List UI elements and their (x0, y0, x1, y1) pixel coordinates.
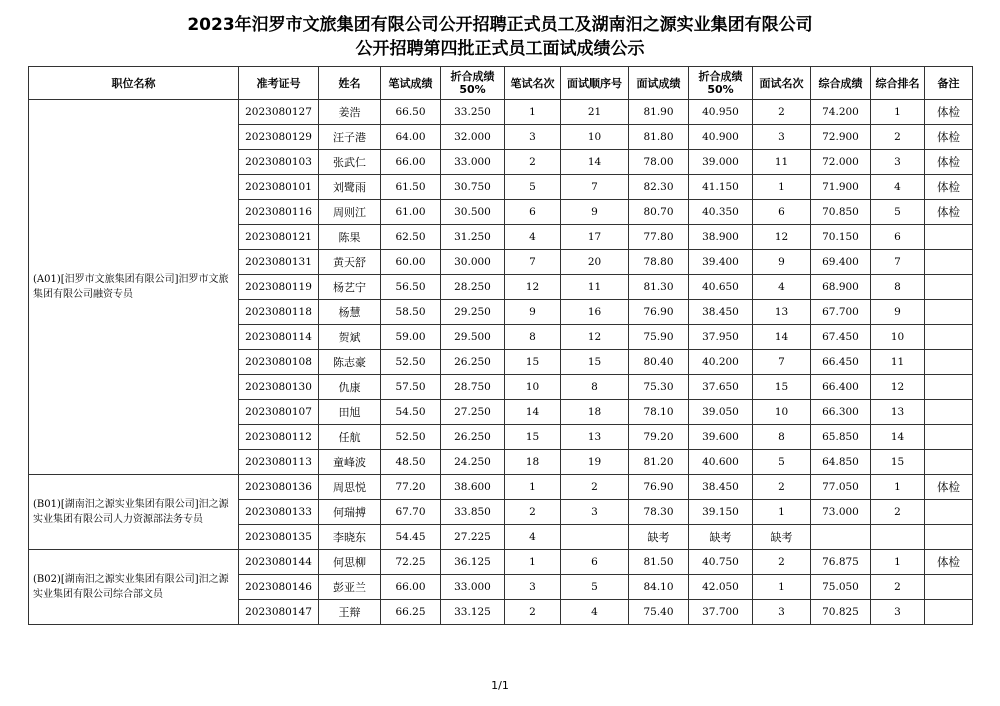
header-remark: 备注 (925, 67, 973, 100)
written-converted-cell: 33.250 (441, 100, 505, 125)
written-score-cell: 52.50 (381, 350, 441, 375)
written-rank-cell: 12 (505, 275, 561, 300)
total-rank-cell: 5 (871, 200, 925, 225)
interview-rank-cell: 8 (753, 425, 811, 450)
header-position: 职位名称 (29, 67, 239, 100)
interview-order-cell: 13 (561, 425, 629, 450)
total-score-cell: 68.900 (811, 275, 871, 300)
interview-score-cell: 81.90 (629, 100, 689, 125)
interview-order-cell: 3 (561, 500, 629, 525)
interview-score-cell: 78.30 (629, 500, 689, 525)
remark-cell (925, 450, 973, 475)
interview-rank-cell: 3 (753, 125, 811, 150)
total-score-cell: 74.200 (811, 100, 871, 125)
total-rank-cell: 1 (871, 100, 925, 125)
total-score-cell: 66.300 (811, 400, 871, 425)
interview-converted-cell: 38.900 (689, 225, 753, 250)
written-converted-cell: 38.600 (441, 475, 505, 500)
header-written-rank: 笔试名次 (505, 67, 561, 100)
remark-cell (925, 350, 973, 375)
total-rank-cell: 12 (871, 375, 925, 400)
written-score-cell: 54.45 (381, 525, 441, 550)
name-cell: 汪子港 (319, 125, 381, 150)
interview-converted-cell: 40.350 (689, 200, 753, 225)
written-rank-cell: 4 (505, 525, 561, 550)
interview-score-cell: 缺考 (629, 525, 689, 550)
interview-score-cell: 78.10 (629, 400, 689, 425)
written-score-cell: 66.00 (381, 150, 441, 175)
name-cell: 李晓东 (319, 525, 381, 550)
position-name-cell: (B01)[湖南汨之源实业集团有限公司]汨之源实业集团有限公司人力资源部法务专员 (29, 475, 239, 550)
name-cell: 贺斌 (319, 325, 381, 350)
written-score-cell: 77.20 (381, 475, 441, 500)
name-cell: 王辩 (319, 600, 381, 625)
header-written-score: 笔试成绩 (381, 67, 441, 100)
total-rank-cell: 4 (871, 175, 925, 200)
total-rank-cell: 6 (871, 225, 925, 250)
name-cell: 张武仁 (319, 150, 381, 175)
interview-rank-cell: 13 (753, 300, 811, 325)
remark-cell (925, 525, 973, 550)
written-rank-cell: 15 (505, 350, 561, 375)
written-score-cell: 66.25 (381, 600, 441, 625)
written-converted-cell: 30.500 (441, 200, 505, 225)
table-row (29, 550, 973, 575)
written-rank-cell: 1 (505, 550, 561, 575)
total-score-cell: 65.850 (811, 425, 871, 450)
interview-rank-cell: 2 (753, 475, 811, 500)
remark-cell: 体检 (925, 475, 973, 500)
header-name: 姓名 (319, 67, 381, 100)
ticket-no-cell: 2023080147 (239, 600, 319, 625)
written-rank-cell: 18 (505, 450, 561, 475)
remark-cell: 体检 (925, 550, 973, 575)
name-cell: 童峰波 (319, 450, 381, 475)
remark-cell: 体检 (925, 125, 973, 150)
interview-order-cell: 15 (561, 350, 629, 375)
interview-rank-cell: 15 (753, 375, 811, 400)
name-cell: 陈果 (319, 225, 381, 250)
name-cell: 彭亚兰 (319, 575, 381, 600)
header-total-rank: 综合排名 (871, 67, 925, 100)
total-rank-cell (871, 525, 925, 550)
written-score-cell: 52.50 (381, 425, 441, 450)
interview-rank-cell: 3 (753, 600, 811, 625)
written-converted-cell: 26.250 (441, 425, 505, 450)
total-rank-cell: 7 (871, 250, 925, 275)
written-score-cell: 59.00 (381, 325, 441, 350)
interview-rank-cell: 10 (753, 400, 811, 425)
interview-rank-cell: 1 (753, 175, 811, 200)
interview-converted-cell: 40.750 (689, 550, 753, 575)
total-score-cell (811, 525, 871, 550)
interview-rank-cell: 14 (753, 325, 811, 350)
interview-order-cell: 4 (561, 600, 629, 625)
interview-order-cell: 6 (561, 550, 629, 575)
total-score-cell: 70.825 (811, 600, 871, 625)
interview-converted-cell: 40.900 (689, 125, 753, 150)
position-name-cell: (A01)[汨罗市文旅集团有限公司]汨罗市文旅集团有限公司融资专员 (29, 100, 239, 475)
written-score-cell: 61.50 (381, 175, 441, 200)
interview-converted-cell: 37.950 (689, 325, 753, 350)
remark-cell (925, 575, 973, 600)
remark-cell: 体检 (925, 100, 973, 125)
written-converted-cell: 33.000 (441, 150, 505, 175)
header-interview-converted: 折合成绩 50% (689, 67, 753, 100)
remark-cell (925, 275, 973, 300)
interview-converted-cell: 38.450 (689, 475, 753, 500)
interview-converted-cell: 40.600 (689, 450, 753, 475)
interview-order-cell: 7 (561, 175, 629, 200)
interview-converted-cell: 38.450 (689, 300, 753, 325)
ticket-no-cell: 2023080121 (239, 225, 319, 250)
total-score-cell: 67.450 (811, 325, 871, 350)
ticket-no-cell: 2023080146 (239, 575, 319, 600)
position-name-cell: (B02)[湖南汨之源实业集团有限公司]汨之源实业集团有限公司综合部文员 (29, 550, 239, 625)
remark-cell: 体检 (925, 150, 973, 175)
interview-converted-cell: 39.000 (689, 150, 753, 175)
written-converted-cell: 30.000 (441, 250, 505, 275)
interview-score-cell: 80.40 (629, 350, 689, 375)
written-converted-cell: 28.750 (441, 375, 505, 400)
total-score-cell: 66.400 (811, 375, 871, 400)
interview-order-cell: 17 (561, 225, 629, 250)
written-converted-cell: 27.250 (441, 400, 505, 425)
written-score-cell: 67.70 (381, 500, 441, 525)
ticket-no-cell: 2023080135 (239, 525, 319, 550)
total-rank-cell: 13 (871, 400, 925, 425)
interview-converted-cell: 41.150 (689, 175, 753, 200)
document-title-line-2: 公开招聘第四批正式员工面试成绩公示 (355, 39, 645, 59)
remark-cell (925, 225, 973, 250)
ticket-no-cell: 2023080144 (239, 550, 319, 575)
ticket-no-cell: 2023080129 (239, 125, 319, 150)
interview-score-cell: 80.70 (629, 200, 689, 225)
remark-cell: 体检 (925, 200, 973, 225)
name-cell: 杨慧 (319, 300, 381, 325)
interview-score-cell: 78.00 (629, 150, 689, 175)
interview-order-cell: 9 (561, 200, 629, 225)
interview-order-cell: 2 (561, 475, 629, 500)
table-row (29, 475, 973, 500)
header-interview-score: 面试成绩 (629, 67, 689, 100)
written-converted-cell: 33.850 (441, 500, 505, 525)
interview-rank-cell: 2 (753, 100, 811, 125)
ticket-no-cell: 2023080130 (239, 375, 319, 400)
written-converted-cell: 29.500 (441, 325, 505, 350)
interview-order-cell: 16 (561, 300, 629, 325)
written-score-cell: 48.50 (381, 450, 441, 475)
interview-score-cell: 81.50 (629, 550, 689, 575)
interview-order-cell: 19 (561, 450, 629, 475)
interview-converted-cell: 37.650 (689, 375, 753, 400)
total-rank-cell: 1 (871, 475, 925, 500)
remark-cell (925, 375, 973, 400)
written-converted-cell: 33.125 (441, 600, 505, 625)
written-score-cell: 66.50 (381, 100, 441, 125)
remark-cell (925, 425, 973, 450)
remark-cell (925, 400, 973, 425)
total-score-cell: 67.700 (811, 300, 871, 325)
interview-rank-cell: 6 (753, 200, 811, 225)
interview-rank-cell: 4 (753, 275, 811, 300)
written-converted-cell: 31.250 (441, 225, 505, 250)
written-converted-cell: 36.125 (441, 550, 505, 575)
total-rank-cell: 3 (871, 600, 925, 625)
total-rank-cell: 10 (871, 325, 925, 350)
total-rank-cell: 2 (871, 125, 925, 150)
written-rank-cell: 2 (505, 150, 561, 175)
ticket-no-cell: 2023080103 (239, 150, 319, 175)
interview-order-cell: 18 (561, 400, 629, 425)
total-score-cell: 73.000 (811, 500, 871, 525)
interview-order-cell: 20 (561, 250, 629, 275)
interview-order-cell: 10 (561, 125, 629, 150)
ticket-no-cell: 2023080119 (239, 275, 319, 300)
written-rank-cell: 2 (505, 600, 561, 625)
written-score-cell: 61.00 (381, 200, 441, 225)
name-cell: 陈志豪 (319, 350, 381, 375)
interview-score-cell: 76.90 (629, 300, 689, 325)
interview-score-cell: 81.20 (629, 450, 689, 475)
interview-converted-cell: 40.200 (689, 350, 753, 375)
written-rank-cell: 5 (505, 175, 561, 200)
interview-order-cell: 11 (561, 275, 629, 300)
remark-cell (925, 300, 973, 325)
remark-cell (925, 325, 973, 350)
remark-cell (925, 500, 973, 525)
name-cell: 周则江 (319, 200, 381, 225)
page-indicator: 1/1 (491, 679, 509, 692)
total-rank-cell: 2 (871, 575, 925, 600)
interview-score-cell: 75.90 (629, 325, 689, 350)
ticket-no-cell: 2023080127 (239, 100, 319, 125)
written-rank-cell: 3 (505, 575, 561, 600)
total-rank-cell: 9 (871, 300, 925, 325)
name-cell: 何瑞搏 (319, 500, 381, 525)
total-score-cell: 70.150 (811, 225, 871, 250)
ticket-no-cell: 2023080118 (239, 300, 319, 325)
ticket-no-cell: 2023080101 (239, 175, 319, 200)
written-rank-cell: 15 (505, 425, 561, 450)
interview-converted-cell: 42.050 (689, 575, 753, 600)
remark-cell (925, 600, 973, 625)
total-score-cell: 70.850 (811, 200, 871, 225)
interview-score-cell: 75.40 (629, 600, 689, 625)
name-cell: 周思悦 (319, 475, 381, 500)
total-score-cell: 71.900 (811, 175, 871, 200)
written-score-cell: 58.50 (381, 300, 441, 325)
written-converted-cell: 27.225 (441, 525, 505, 550)
name-cell: 田旭 (319, 400, 381, 425)
written-rank-cell: 4 (505, 225, 561, 250)
interview-order-cell: 8 (561, 375, 629, 400)
interview-converted-cell: 39.400 (689, 250, 753, 275)
written-score-cell: 64.00 (381, 125, 441, 150)
interview-rank-cell: 11 (753, 150, 811, 175)
ticket-no-cell: 2023080113 (239, 450, 319, 475)
table-body (29, 100, 973, 625)
written-score-cell: 56.50 (381, 275, 441, 300)
ticket-no-cell: 2023080112 (239, 425, 319, 450)
interview-converted-cell: 40.650 (689, 275, 753, 300)
written-rank-cell: 7 (505, 250, 561, 275)
header-interview-rank: 面试名次 (753, 67, 811, 100)
written-converted-cell: 33.000 (441, 575, 505, 600)
written-converted-cell: 30.750 (441, 175, 505, 200)
written-converted-cell: 32.000 (441, 125, 505, 150)
ticket-no-cell: 2023080136 (239, 475, 319, 500)
ticket-no-cell: 2023080133 (239, 500, 319, 525)
total-score-cell: 66.450 (811, 350, 871, 375)
written-rank-cell: 10 (505, 375, 561, 400)
total-rank-cell: 3 (871, 150, 925, 175)
ticket-no-cell: 2023080116 (239, 200, 319, 225)
name-cell: 姜浩 (319, 100, 381, 125)
interview-converted-cell: 39.600 (689, 425, 753, 450)
table-row (29, 100, 973, 125)
ticket-no-cell: 2023080131 (239, 250, 319, 275)
results-table (28, 66, 973, 625)
interview-score-cell: 75.30 (629, 375, 689, 400)
total-score-cell: 76.875 (811, 550, 871, 575)
interview-score-cell: 81.80 (629, 125, 689, 150)
name-cell: 仇康 (319, 375, 381, 400)
total-rank-cell: 15 (871, 450, 925, 475)
total-score-cell: 69.400 (811, 250, 871, 275)
written-score-cell: 57.50 (381, 375, 441, 400)
interview-score-cell: 82.30 (629, 175, 689, 200)
written-converted-cell: 29.250 (441, 300, 505, 325)
name-cell: 刘鹭雨 (319, 175, 381, 200)
written-rank-cell: 1 (505, 100, 561, 125)
document-title-line-1: 2023年汨罗市文旅集团有限公司公开招聘正式员工及湖南汨之源实业集团有限公司 (187, 15, 813, 35)
written-score-cell: 66.00 (381, 575, 441, 600)
remark-cell (925, 250, 973, 275)
total-score-cell: 77.050 (811, 475, 871, 500)
written-rank-cell: 1 (505, 475, 561, 500)
interview-rank-cell: 1 (753, 500, 811, 525)
interview-converted-cell: 缺考 (689, 525, 753, 550)
written-converted-cell: 28.250 (441, 275, 505, 300)
interview-order-cell: 14 (561, 150, 629, 175)
header-total-score: 综合成绩 (811, 67, 871, 100)
written-rank-cell: 8 (505, 325, 561, 350)
total-score-cell: 72.000 (811, 150, 871, 175)
interview-score-cell: 76.90 (629, 475, 689, 500)
written-score-cell: 72.25 (381, 550, 441, 575)
interview-score-cell: 78.80 (629, 250, 689, 275)
written-score-cell: 60.00 (381, 250, 441, 275)
interview-score-cell: 84.10 (629, 575, 689, 600)
written-rank-cell: 14 (505, 400, 561, 425)
total-rank-cell: 14 (871, 425, 925, 450)
interview-order-cell (561, 525, 629, 550)
total-rank-cell: 1 (871, 550, 925, 575)
total-rank-cell: 2 (871, 500, 925, 525)
written-score-cell: 62.50 (381, 225, 441, 250)
written-converted-cell: 26.250 (441, 350, 505, 375)
total-score-cell: 75.050 (811, 575, 871, 600)
total-score-cell: 72.900 (811, 125, 871, 150)
interview-rank-cell: 2 (753, 550, 811, 575)
written-converted-cell: 24.250 (441, 450, 505, 475)
interview-rank-cell: 12 (753, 225, 811, 250)
total-rank-cell: 11 (871, 350, 925, 375)
interview-rank-cell: 5 (753, 450, 811, 475)
total-rank-cell: 8 (871, 275, 925, 300)
written-score-cell: 54.50 (381, 400, 441, 425)
total-score-cell: 64.850 (811, 450, 871, 475)
interview-rank-cell: 9 (753, 250, 811, 275)
interview-score-cell: 79.20 (629, 425, 689, 450)
header-interview-order: 面试顺序号 (561, 67, 629, 100)
header-ticket-no: 准考证号 (239, 67, 319, 100)
interview-converted-cell: 39.050 (689, 400, 753, 425)
interview-rank-cell: 7 (753, 350, 811, 375)
interview-converted-cell: 39.150 (689, 500, 753, 525)
remark-cell: 体检 (925, 175, 973, 200)
interview-order-cell: 5 (561, 575, 629, 600)
name-cell: 杨艺宁 (319, 275, 381, 300)
written-rank-cell: 9 (505, 300, 561, 325)
interview-score-cell: 77.80 (629, 225, 689, 250)
written-rank-cell: 2 (505, 500, 561, 525)
interview-order-cell: 21 (561, 100, 629, 125)
name-cell: 任航 (319, 425, 381, 450)
name-cell: 黄天舒 (319, 250, 381, 275)
ticket-no-cell: 2023080107 (239, 400, 319, 425)
interview-converted-cell: 40.950 (689, 100, 753, 125)
ticket-no-cell: 2023080108 (239, 350, 319, 375)
interview-order-cell: 12 (561, 325, 629, 350)
interview-score-cell: 81.30 (629, 275, 689, 300)
written-rank-cell: 6 (505, 200, 561, 225)
written-rank-cell: 3 (505, 125, 561, 150)
interview-converted-cell: 37.700 (689, 600, 753, 625)
interview-rank-cell: 缺考 (753, 525, 811, 550)
interview-rank-cell: 1 (753, 575, 811, 600)
ticket-no-cell: 2023080114 (239, 325, 319, 350)
header-written-converted: 折合成绩 50% (441, 67, 505, 100)
name-cell: 何思柳 (319, 550, 381, 575)
header-row (29, 67, 973, 100)
